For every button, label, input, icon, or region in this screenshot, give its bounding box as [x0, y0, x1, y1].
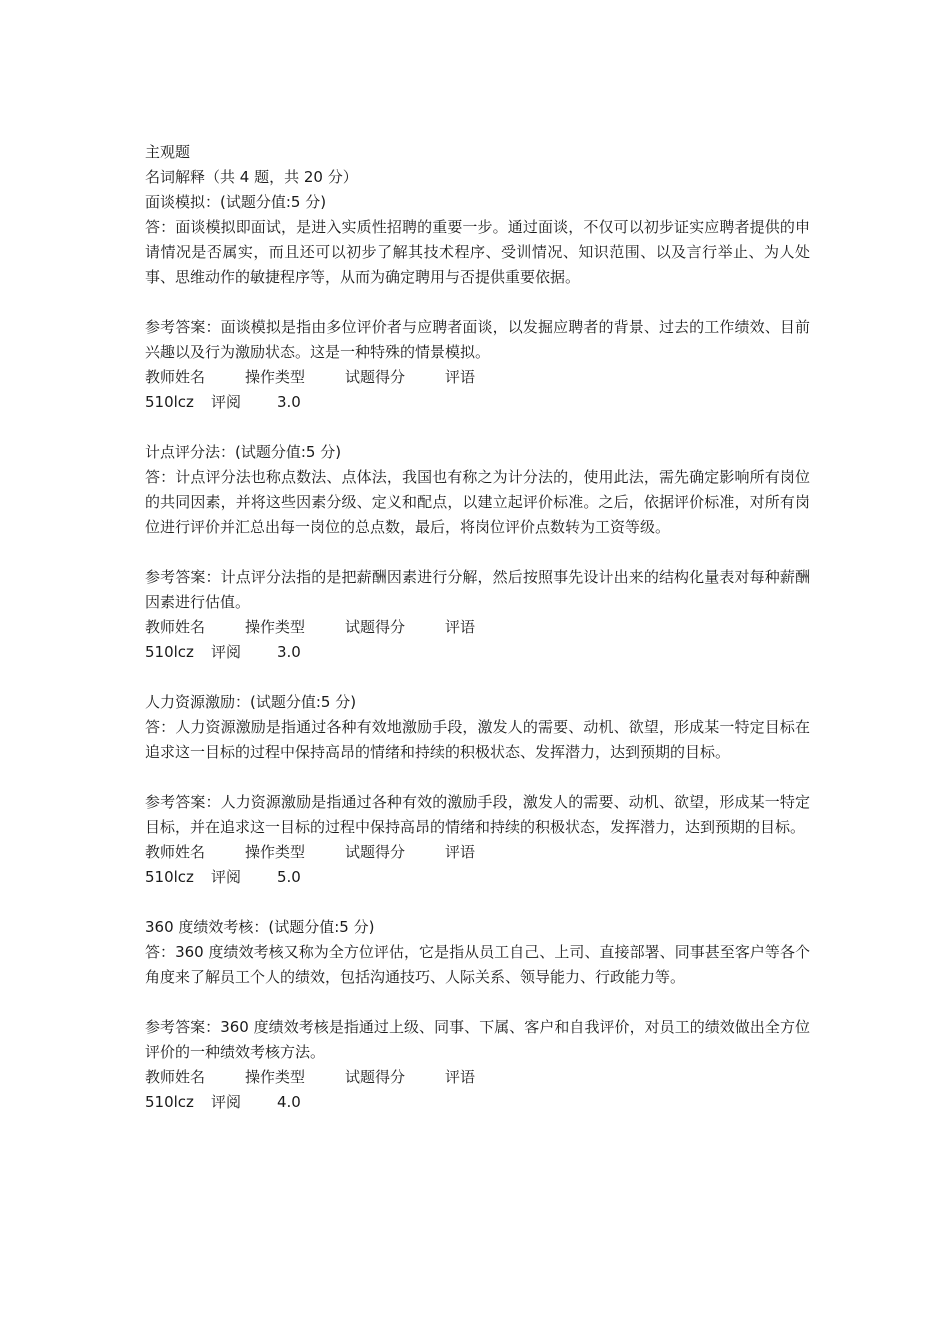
header-score: 试题得分 [345, 368, 406, 386]
header-teacher: 教师姓名 [145, 368, 206, 386]
student-answer: 答：计点评分法也称点数法、点体法，我国也有称之为计分法的，使用此法，需先确定影响所有岗位的共同因素，并将这些因素分级、定义和配点，以建立起评价标准。之后，依据评价标准，对所有岗位进行评价并汇总出每一岗位的总点数，最后，将岗位评价点数转为工资等级。 [145, 468, 810, 536]
grade-header-row [145, 1065, 810, 1090]
grade-header-row [145, 840, 810, 865]
student-answer: 答：人力资源激励是指通过各种有效地激励手段，激发人的需要、动机、欲望，形成某一特定目标在追求这一目标的过程中保持高昂的情绪和持续的积极状态、发挥潜力，达到预期的目标。 [145, 718, 810, 761]
question-block [145, 915, 810, 1115]
teacher-name: 510lcz [145, 1093, 194, 1111]
grade-row [145, 1090, 810, 1115]
grade-header-row [145, 365, 810, 390]
operation-type: 评阅 [211, 1093, 242, 1111]
score-value: 5.0 [277, 868, 301, 886]
operation-type: 评阅 [211, 643, 242, 661]
question-title: 面谈模拟：(试题分值:5 分) [145, 193, 327, 211]
header-score: 试题得分 [345, 843, 406, 861]
teacher-name: 510lcz [145, 393, 194, 411]
grade-row [145, 865, 810, 890]
document-body [145, 140, 810, 1115]
header-comment: 评语 [445, 368, 476, 386]
header-score: 试题得分 [345, 618, 406, 636]
header-comment: 评语 [445, 843, 476, 861]
score-value: 3.0 [277, 643, 301, 661]
header-comment: 评语 [445, 618, 476, 636]
question-title: 360 度绩效考核：(试题分值:5 分) [145, 918, 375, 936]
operation-type: 评阅 [211, 868, 242, 886]
header-teacher: 教师姓名 [145, 618, 206, 636]
question-block [145, 440, 810, 665]
header-operation: 操作类型 [245, 368, 306, 386]
grade-row [145, 390, 810, 415]
question-block [145, 190, 810, 415]
reference-answer: 参考答案：人力资源激励是指通过各种有效的激励手段，激发人的需要、动机、欲望，形成某一特定目标，并在追求这一目标的过程中保持高昂的情绪和持续的积极状态，发挥潜力，达到预期的目标。 [145, 793, 810, 836]
header-teacher: 教师姓名 [145, 843, 206, 861]
header-operation: 操作类型 [245, 843, 306, 861]
score-value: 3.0 [277, 393, 301, 411]
score-value: 4.0 [277, 1093, 301, 1111]
teacher-name: 510lcz [145, 868, 194, 886]
student-answer: 答：360 度绩效考核又称为全方位评估，它是指从员工自己、上司、直接部署、同事甚至客户等各个角度来了解员工个人的绩效，包括沟通技巧、人际关系、领导能力、行政能力等。 [145, 943, 810, 986]
question-title: 计点评分法：(试题分值:5 分) [145, 443, 342, 461]
teacher-name: 510lcz [145, 643, 194, 661]
header-teacher: 教师姓名 [145, 1068, 206, 1086]
grade-row [145, 640, 810, 665]
header-operation: 操作类型 [245, 618, 306, 636]
subsection-title: 名词解释（共 4 题，共 20 分） [145, 168, 358, 186]
grade-header-row [145, 615, 810, 640]
question-block [145, 690, 810, 890]
reference-answer: 参考答案：面谈模拟是指由多位评价者与应聘者面谈，以发掘应聘者的背景、过去的工作绩效、目前兴趣以及行为激励状态。这是一种特殊的情景模拟。 [145, 318, 810, 361]
section-title: 主观题 [145, 143, 191, 161]
header-score: 试题得分 [345, 1068, 406, 1086]
student-answer: 答：面谈模拟即面试，是进入实质性招聘的重要一步。通过面谈，不仅可以初步证实应聘者提供的申请情况是否属实，而且还可以初步了解其技术程序、受训情况、知识范围、以及言行举止、为人处事、思维动作的敏捷程序等，从而为确定聘用与否提供重要依据。 [145, 218, 810, 286]
operation-type: 评阅 [211, 393, 242, 411]
question-title: 人力资源激励：(试题分值:5 分) [145, 693, 357, 711]
reference-answer: 参考答案：计点评分法指的是把薪酬因素进行分解，然后按照事先设计出来的结构化量表对每种薪酬因素进行估值。 [145, 568, 810, 611]
header-operation: 操作类型 [245, 1068, 306, 1086]
reference-answer: 参考答案：360 度绩效考核是指通过上级、同事、下属、客户和自我评价，对员工的绩效做出全方位评价的一种绩效考核方法。 [145, 1018, 810, 1061]
header-comment: 评语 [445, 1068, 476, 1086]
